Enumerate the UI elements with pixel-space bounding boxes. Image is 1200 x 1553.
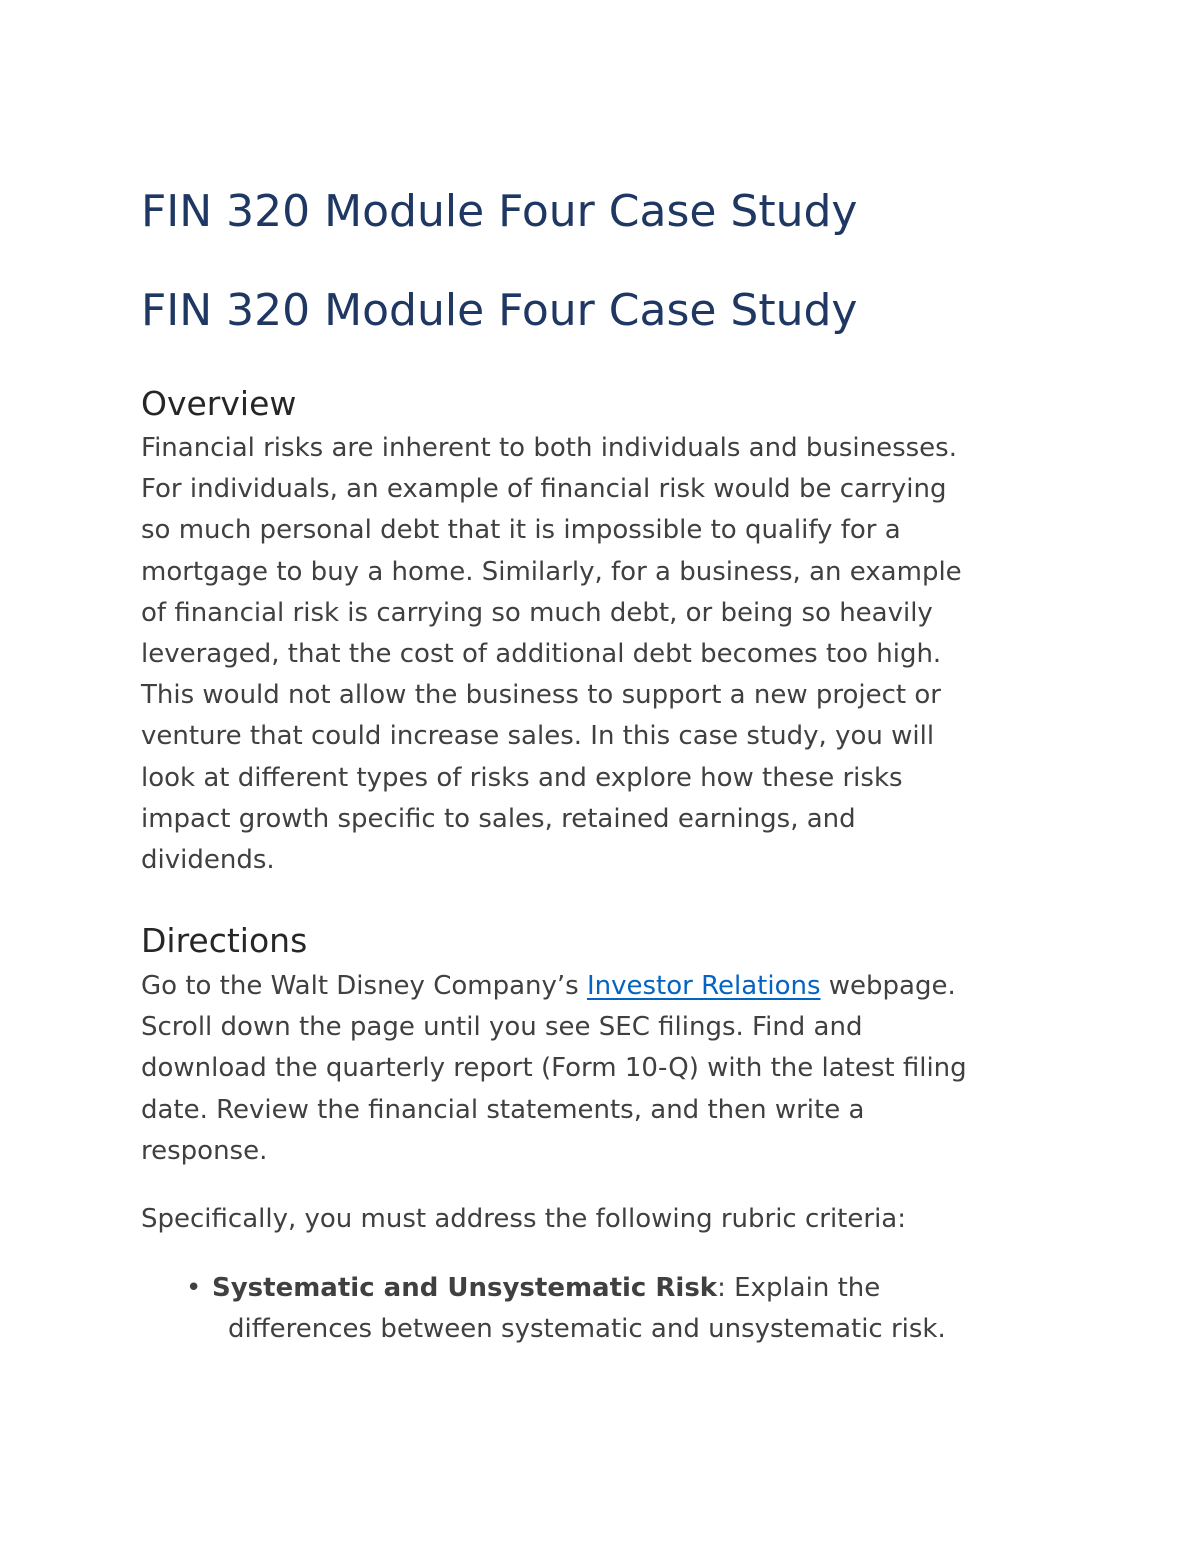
overview-line: For individuals, an example of financial risk would be carrying	[141, 474, 947, 505]
overview-line: of financial risk is carrying so much debt, or being so heavily	[141, 597, 933, 628]
document-title: FIN 320 Module Four Case Study	[141, 186, 858, 237]
criterion-label: Systematic and Unsystematic Risk	[212, 1273, 718, 1303]
criterion-line: differences between systematic and unsystematic risk.	[228, 1314, 946, 1345]
overview-line: This would not allow the business to support a new project or	[141, 680, 941, 711]
overview-paragraph	[141, 428, 962, 881]
overview-line: leveraged, that the cost of additional debt becomes too high.	[141, 639, 942, 670]
bullet-icon: •	[186, 1273, 202, 1303]
rubric-intro: Specifically, you must address the following rubric criteria:	[141, 1204, 906, 1234]
overview-line: mortgage to buy a home. Similarly, for a business, an example	[141, 556, 962, 587]
investor-relations-link[interactable]: Investor Relations	[586, 971, 821, 1001]
directions-intro-text: Go to the Walt Disney Company’s	[141, 971, 587, 1001]
criterion-line	[212, 1268, 946, 1309]
criterion-text: : Explain the	[717, 1273, 881, 1303]
directions-intro-suffix: webpage.	[820, 971, 956, 1001]
directions-paragraph	[141, 966, 967, 1172]
overview-line: Financial risks are inherent to both individuals and businesses.	[141, 433, 957, 463]
overview-line: venture that could increase sales. In this case study, you will	[141, 721, 935, 752]
overview-line: dividends.	[141, 845, 275, 876]
directions-line: date. Review the financial statements, and then write a	[141, 1094, 865, 1125]
overview-heading: Overview	[141, 384, 297, 423]
directions-line: Scroll down the page until you see SEC filings. Find and	[141, 1012, 863, 1043]
overview-line: so much personal debt that it is impossible to qualify for a	[141, 515, 901, 546]
rubric-criteria-list	[141, 1268, 946, 1350]
rubric-criterion	[141, 1268, 946, 1350]
overview-line: look at different types of risks and explore how these risks	[141, 762, 903, 793]
document-title-repeat: FIN 320 Module Four Case Study	[141, 285, 858, 336]
overview-line: impact growth specific to sales, retained earnings, and	[141, 803, 856, 834]
directions-line	[141, 966, 967, 1007]
directions-heading: Directions	[141, 921, 308, 960]
directions-line: response.	[141, 1135, 268, 1166]
directions-line: download the quarterly report (Form 10-Q) with the latest filing	[141, 1053, 967, 1084]
